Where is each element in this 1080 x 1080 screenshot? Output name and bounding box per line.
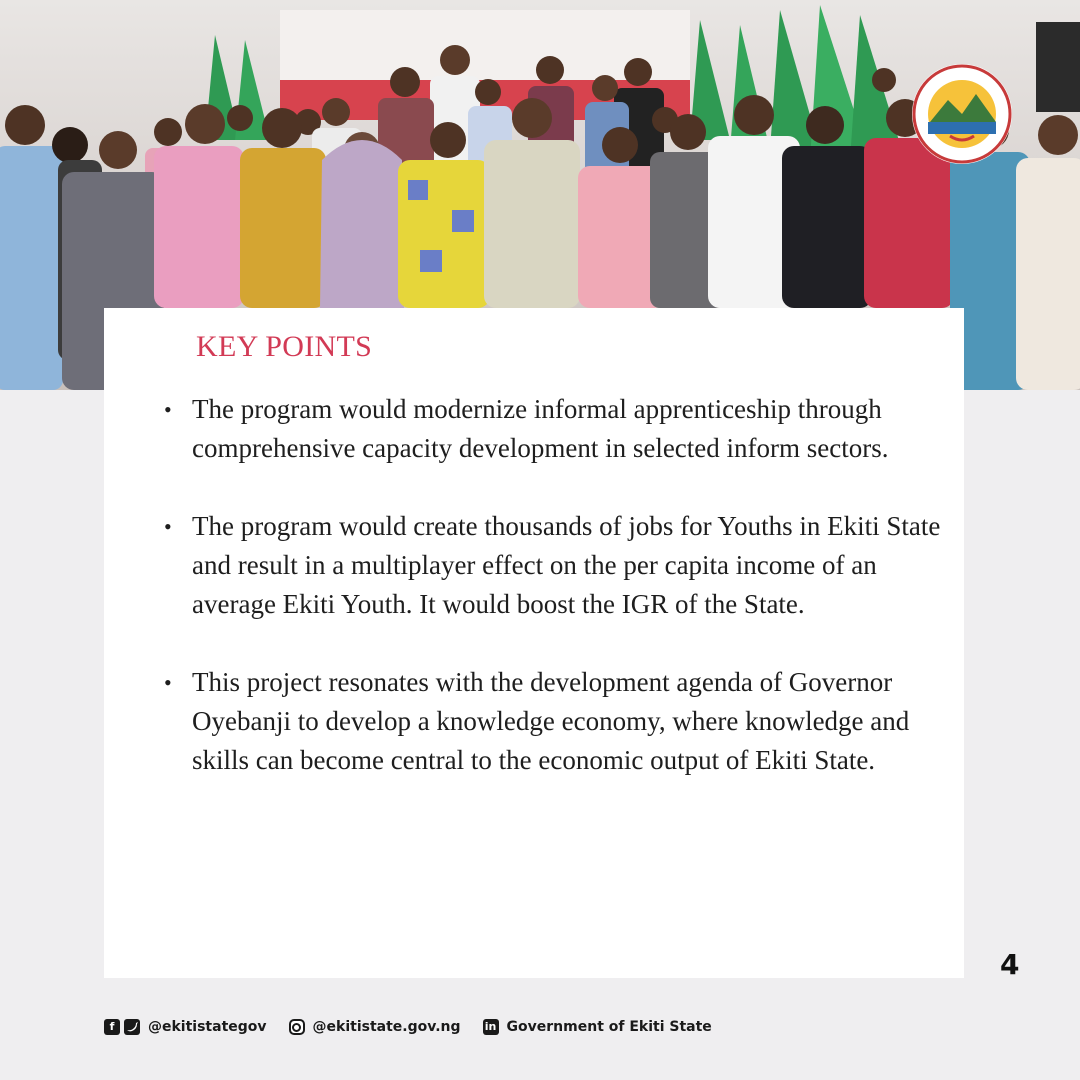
bullet-icon: • <box>164 514 172 539</box>
list-item <box>164 507 944 624</box>
social-facebook-twitter[interactable] <box>104 1019 267 1035</box>
list-item <box>164 390 944 468</box>
key-points-heading: KEY POINTS <box>196 330 373 363</box>
seal-emblem-icon <box>910 62 1014 166</box>
twitter-icon[interactable] <box>124 1019 140 1035</box>
facebook-twitter-handle[interactable]: @ekitistategov <box>148 1019 267 1035</box>
page-number: 4 <box>1000 948 1020 981</box>
facebook-icon[interactable]: f <box>104 1019 120 1035</box>
instagram-handle[interactable]: @ekitistate.gov.ng <box>312 1019 461 1035</box>
social-instagram[interactable] <box>289 1019 461 1035</box>
ekiti-state-seal-logo <box>910 62 1014 166</box>
bullet-icon: • <box>164 670 172 695</box>
linkedin-handle[interactable]: Government of Ekiti State <box>506 1019 712 1035</box>
key-points-card <box>104 308 964 978</box>
point-text: The program would modernize informal apprenticeship through comprehensive capacity development in selected inform sectors. <box>192 394 889 463</box>
social-footer <box>104 1016 734 1038</box>
key-points-list <box>164 390 944 819</box>
list-item <box>164 663 944 780</box>
point-text: The program would create thousands of jobs for Youths in Ekiti State and result in a multiplayer effect on the per capita income of an average Ekiti Youth. It would boost the IGR of the State. <box>192 511 941 619</box>
social-linkedin[interactable] <box>483 1019 712 1035</box>
linkedin-icon[interactable]: in <box>483 1019 499 1035</box>
point-text: This project resonates with the development agenda of Governor Oyebanji to develop a knowledge economy, where knowledge and skills can become central to the economic output of Ekiti State. <box>192 667 910 775</box>
instagram-icon[interactable] <box>289 1019 305 1035</box>
bullet-icon: • <box>164 397 172 422</box>
